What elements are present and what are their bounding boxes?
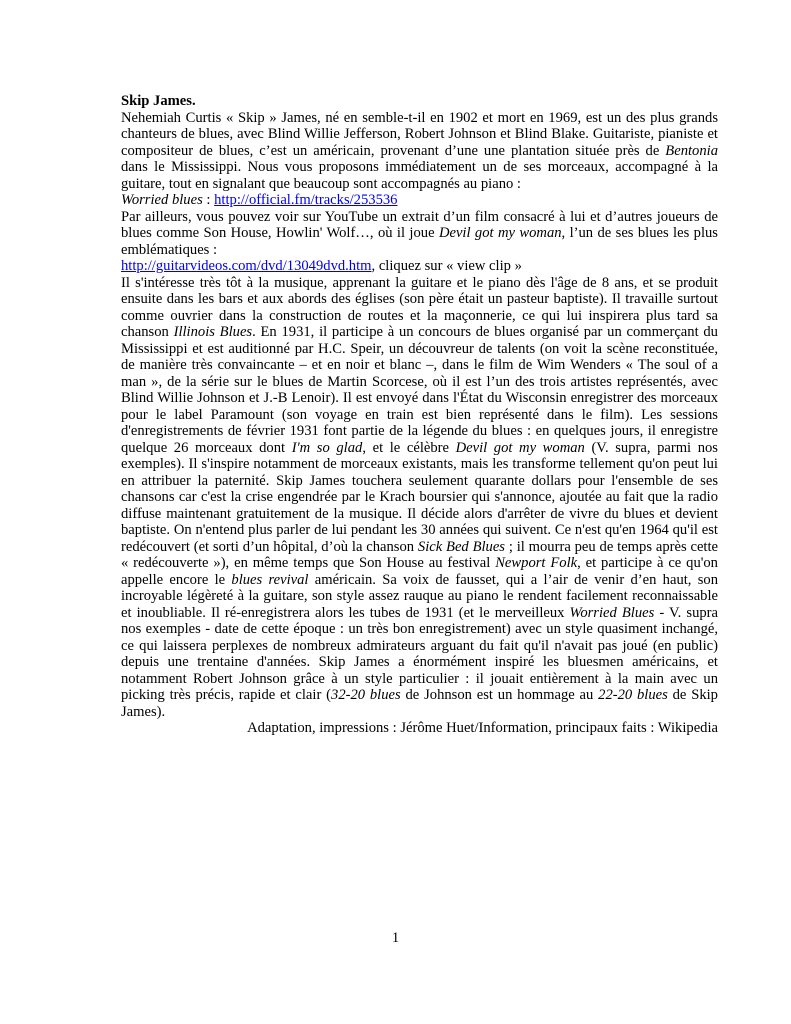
- source-credit: Adaptation, impressions : Jérôme Huet/Information, principaux faits : Wikipedia: [247, 720, 718, 736]
- youtube-paragraph: [121, 209, 718, 259]
- bio-text: , et participe à ce qu'on appelle encore le: [121, 555, 718, 588]
- song-title-illinois-blues: Illinois Blues: [173, 324, 253, 340]
- bio-text: de Johnson est un hommage au: [400, 687, 599, 703]
- bio-text: de Skip James).: [121, 687, 718, 720]
- song-title-worried-blues: Worried Blues: [569, 604, 655, 621]
- bio-text: (V. supra, parmi nos exemples). Il s'inspire notamment de morceaux existants, mais les transforme tellement qu'on peut lui en attribuer la paternité. Skip James touchera seulement quarante dollars pour l'ensemble de ses chansons car c'est la crise engendrée par le Krach boursier qui s'annonce, ajoutée au fait que la radio diffuse maintenant gratuitement de la musique. Il décide alors d'arrêter de vivre du blues et devient baptiste. On n'entend plus parler de lui pendant les 30 années qui suivent. Ce n'est qu'en 1964 qu'il est redécouvert (et sorti d’un hôpital, d’où la chanson: [121, 439, 718, 555]
- term-blues-revival: blues revival: [231, 571, 309, 588]
- place-bentonia: Bentonia: [665, 142, 718, 159]
- document-body: [121, 93, 718, 737]
- official-fm-link[interactable]: http://official.fm/tracks/253536: [214, 192, 398, 208]
- festival-newport-folk: Newport Folk: [495, 555, 578, 571]
- bio-text: . En 1931, il participe à un concours de blues organisé par un commerçant du Mississippi et est auditionné par H.C. Speir, un découvreur de talents (on voit la scène reconstituée, de manière très convaincante – et en noir et blanc –, dans le film de Wim Wenders « The soul of a man », de la série sur le blues de Martin Scorcese, où il est l’un des trois artistes représentés, avec Blind Willie Johnson et J.-B Lenoir). Il est envoyé dans l'État du Wisconsin enregistrer des morceaux pour le label Paramount (son voyage en train est bien représenté dans le film). Les sessions d'enregistrements de février 1931 font partie de la légende du blues : en quelques jours, il enregistre quelque 26 morceaux dont: [121, 324, 718, 456]
- video-link-instruction: , cliquez sur « view clip »: [371, 258, 522, 274]
- biography-paragraph: [121, 275, 718, 721]
- song-title-sick-bed-blues: Sick Bed Blues: [417, 538, 505, 555]
- song-title-im-so-glad: I'm so glad: [291, 439, 363, 456]
- song-separator: :: [202, 192, 215, 208]
- intro-paragraph: [121, 110, 718, 193]
- song-title-devil-got-my-woman: Devil got my woman: [455, 439, 585, 456]
- song-title-22-20-blues: 22-20 blues: [598, 687, 668, 703]
- youtube-text: , l’un de ses blues les plus emblématiques :: [121, 225, 718, 258]
- bio-text: ; il mourra peu de temps après cette « redécouverte »), en même temps que Son House au festival: [121, 538, 719, 571]
- intro-text: Nehemiah Curtis « Skip » James, né en semble-t-il en 1902 et mort en 1969, est un des plus grands chanteurs de blues, avec Blind Willie Jefferson, Robert Johnson et Blind Blake. Guitariste, pianiste et compositeur de blues, c’est un américain, provenant d’une une plantation située près de: [121, 109, 718, 159]
- guitarvideos-link[interactable]: http://guitarvideos.com/dvd/13049dvd.htm: [121, 258, 372, 274]
- document-title: Skip James.: [121, 93, 196, 109]
- youtube-text: Par ailleurs, vous pouvez voir sur YouTube un extrait d’un film consacré à lui et d’autres joueurs de blues comme Son House, Howlin' Wolf…, où il joue: [121, 208, 718, 241]
- bio-text: Il s'intéresse très tôt à la musique, apprenant la guitare et le piano dès l'âge de 8 ans, et se produit ensuite dans les bars et aux abords des églises (son père était un pasteur baptiste). Il travaille surtout comme ouvrier dans la construction de routes et la maçonnerie, ce qui lui inspirera plus tard sa chanson: [121, 274, 718, 340]
- song-line: [121, 192, 718, 209]
- video-link-line: [121, 258, 718, 275]
- page-number: 1: [391, 930, 400, 946]
- bio-text: américain. Sa voix de fausset, qui a l’air de venir d’en haut, son incroyable légèreté à la guitare, son style assez rauque au piano le rendent facilement reconnaissable et inoubliable. Il ré-enregistrera alors les tubes de 1931 (et le merveilleux: [121, 571, 719, 621]
- song-title-worried-blues: Worried blues: [121, 192, 203, 208]
- bio-text: - V. supra nos exemples - date de cette époque : un très bon enregistrement) avec un style quasiment inchangé, ce qui laissera perplexes de nombreux admirateurs arguant du fait qu'il n'avait pas joué (en public) depuis une trentaine d'années. Skip James a énormément inspiré les bluesmen américains, et notamment Robert Johnson grâce à un style particulier : il jouait entièrement à la main avec un picking très précis, rapide et clair (: [121, 604, 719, 703]
- intro-text: dans le Mississippi. Nous vous proposons immédiatement un de ses morceaux, accompagné à la guitare, tout en signalant que beaucoup sont accompagnés au piano :: [121, 159, 718, 192]
- song-title-32-20-blues: 32-20 blues: [331, 687, 401, 703]
- bio-text: , et le célèbre: [362, 439, 456, 456]
- song-title-devil-got-my-woman: Devil got my woman: [438, 225, 562, 241]
